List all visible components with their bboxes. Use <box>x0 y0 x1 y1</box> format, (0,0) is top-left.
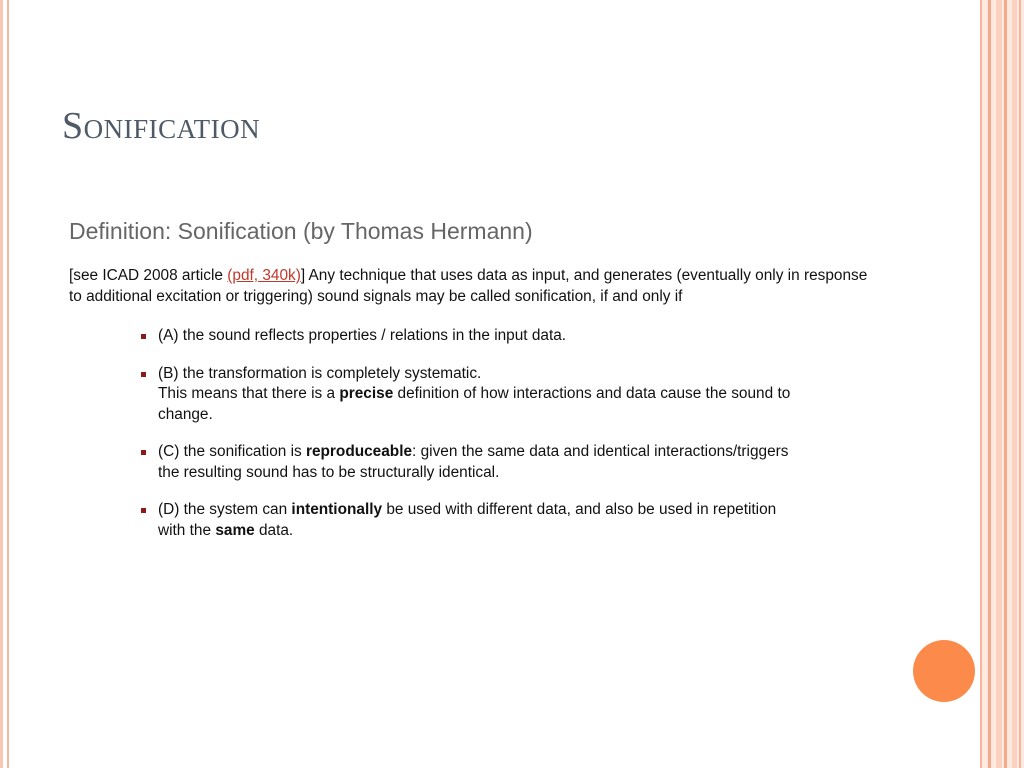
bullet-bold-text: same <box>215 521 255 539</box>
right-decorative-panel <box>980 0 1024 768</box>
bullet-square-icon <box>141 372 146 377</box>
right-stripe <box>1004 0 1007 768</box>
intro-text-end: ] Any technique that uses data as input, and generates (eventually only in response to additional excitation or triggering) sound signals may be called sonification, if and only if <box>69 267 868 305</box>
right-stripe <box>996 0 1002 768</box>
bullet-square-icon <box>141 508 146 513</box>
bullet-bold-text: precise <box>339 385 394 402</box>
intro-text-start: [see ICAD 2008 article <box>69 267 228 284</box>
left-border-stripe <box>0 0 3 768</box>
list-item <box>141 500 798 541</box>
bullet-text: definition of how interactions and data cause the sound to change. <box>158 385 791 423</box>
intro-paragraph <box>69 266 869 307</box>
bullet-square-icon <box>141 334 146 339</box>
list-item <box>141 326 798 347</box>
definition-heading: Definition: Sonification (by Thomas Hermann) <box>69 218 533 244</box>
bullet-bold-text: reproduceable <box>305 443 413 460</box>
bullet-text: be used with different data, and also be used in repetition with the <box>158 501 777 539</box>
right-stripe <box>988 0 991 768</box>
list-item <box>141 364 798 426</box>
bullet-text: This means that there is a <box>158 385 340 402</box>
right-stripe <box>980 0 982 768</box>
pdf-link[interactable]: (pdf, 340k) <box>227 267 301 284</box>
list-item <box>141 442 798 483</box>
bullet-text: (D) the system can <box>158 501 292 518</box>
bullet-square-icon <box>141 450 146 455</box>
bullet-text: (B) the transformation is completely systematic. <box>158 364 482 382</box>
bullet-text: data. <box>254 521 294 539</box>
right-stripe <box>1019 0 1021 768</box>
left-border-stripe-inner <box>7 0 9 768</box>
bullet-text: : given the same data and identical interactions/triggers the resulting sound has to be structurally identical. <box>158 443 789 481</box>
accent-circle <box>913 640 975 702</box>
slide-content <box>69 218 869 558</box>
bullet-text: (C) the sonification is <box>158 443 306 460</box>
bullet-text: (A) the sound reflects properties / relations in the input data. <box>158 327 567 344</box>
slide-title: Sonification <box>62 105 261 147</box>
bullet-bold-text: intentionally <box>291 501 383 518</box>
criteria-list <box>69 326 869 541</box>
right-stripe <box>1012 0 1017 768</box>
